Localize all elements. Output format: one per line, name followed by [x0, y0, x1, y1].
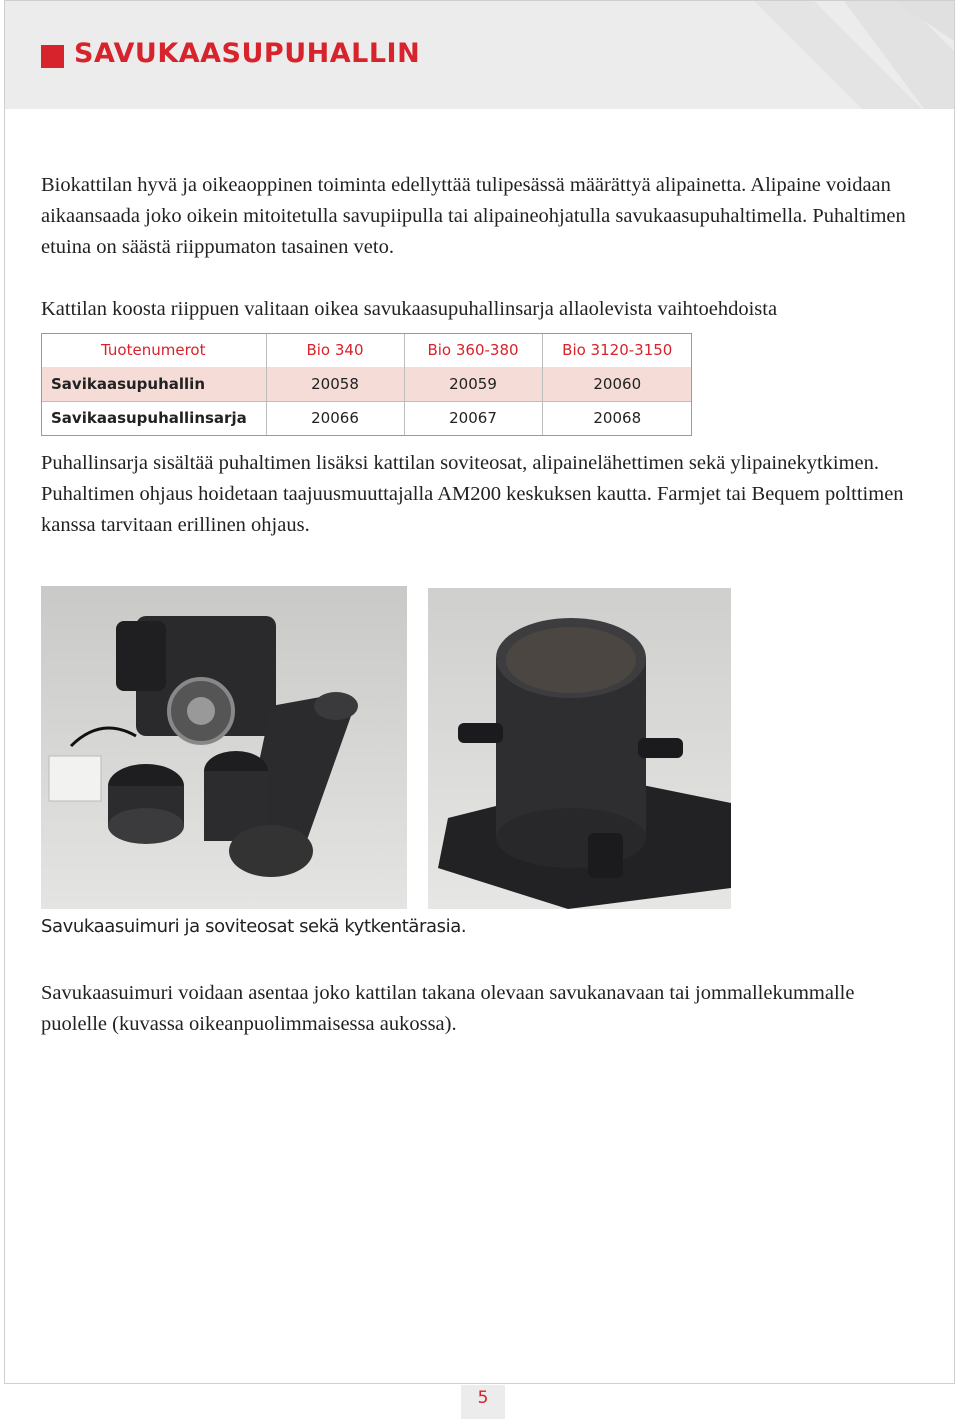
product-number-table — [41, 333, 692, 435]
decorative-stripes — [694, 1, 954, 109]
table-header-row — [41, 333, 692, 367]
table-cell: 20060 — [542, 367, 692, 401]
adapter-photo — [428, 588, 731, 909]
installation-paragraph: Savukaasuimuri voidaan asentaa joko kattilan takana olevaan savukanavaan tai jommallekummalle puolelle (kuvassa oikeanpuolimmaisessa aukossa). — [41, 982, 855, 1035]
selection-paragraph: Kattilan koosta riippuen valitaan oikea savukaasupuhallinsarja allaolevista vaihtoehdoista — [41, 298, 778, 320]
table-header-cell: Bio 360-380 — [404, 333, 542, 367]
table-cell: 20068 — [542, 401, 692, 435]
table-cell: 20058 — [266, 367, 404, 401]
row-label: Savikaasupuhallin — [41, 367, 266, 401]
table-cell: 20066 — [266, 401, 404, 435]
table-cell: 20067 — [404, 401, 542, 435]
figure-caption: Savukaasuimuri ja soviteosat sekä kytkentärasia. — [41, 916, 467, 937]
row-label: Savikaasupuhallinsarja — [41, 401, 266, 435]
intro-paragraph: Biokattilan hyvä ja oikeaoppinen toiminta edellyttää tulipesässä määrättyä alipainetta. Alipaine voidaan aikaansaada joko oikein mitoitetulla savupiipulla tai alipaineohjatulla savukaasupuhaltimella. Puhaltimen etuina on säästä riippumaton tasainen veto. — [41, 174, 906, 258]
table-row — [41, 367, 692, 401]
page-title: SAVUKAASUPUHALLIN — [74, 38, 421, 69]
table-header-cell: Bio 3120-3150 — [562, 341, 673, 359]
table-cell: 20059 — [404, 367, 542, 401]
page-number: 5 — [461, 1385, 505, 1419]
fan-set-photo — [41, 586, 407, 909]
contents-paragraph: Puhallinsarja sisältää puhaltimen lisäksi kattilan soviteosat, alipainelähettimen sekä ylipainekytkimen. Puhaltimen ohjaus hoidetaan taajuusmuuttajalla AM200 keskuksen kautta. Farmjet tai Bequem polttimen kanssa tarvitaan erillinen ohjaus. — [41, 452, 904, 536]
table-header-cell: Bio 340 — [266, 333, 404, 367]
table-row — [41, 401, 692, 435]
table-header-cell: Tuotenumerot — [41, 333, 266, 367]
title-marker — [41, 45, 64, 68]
